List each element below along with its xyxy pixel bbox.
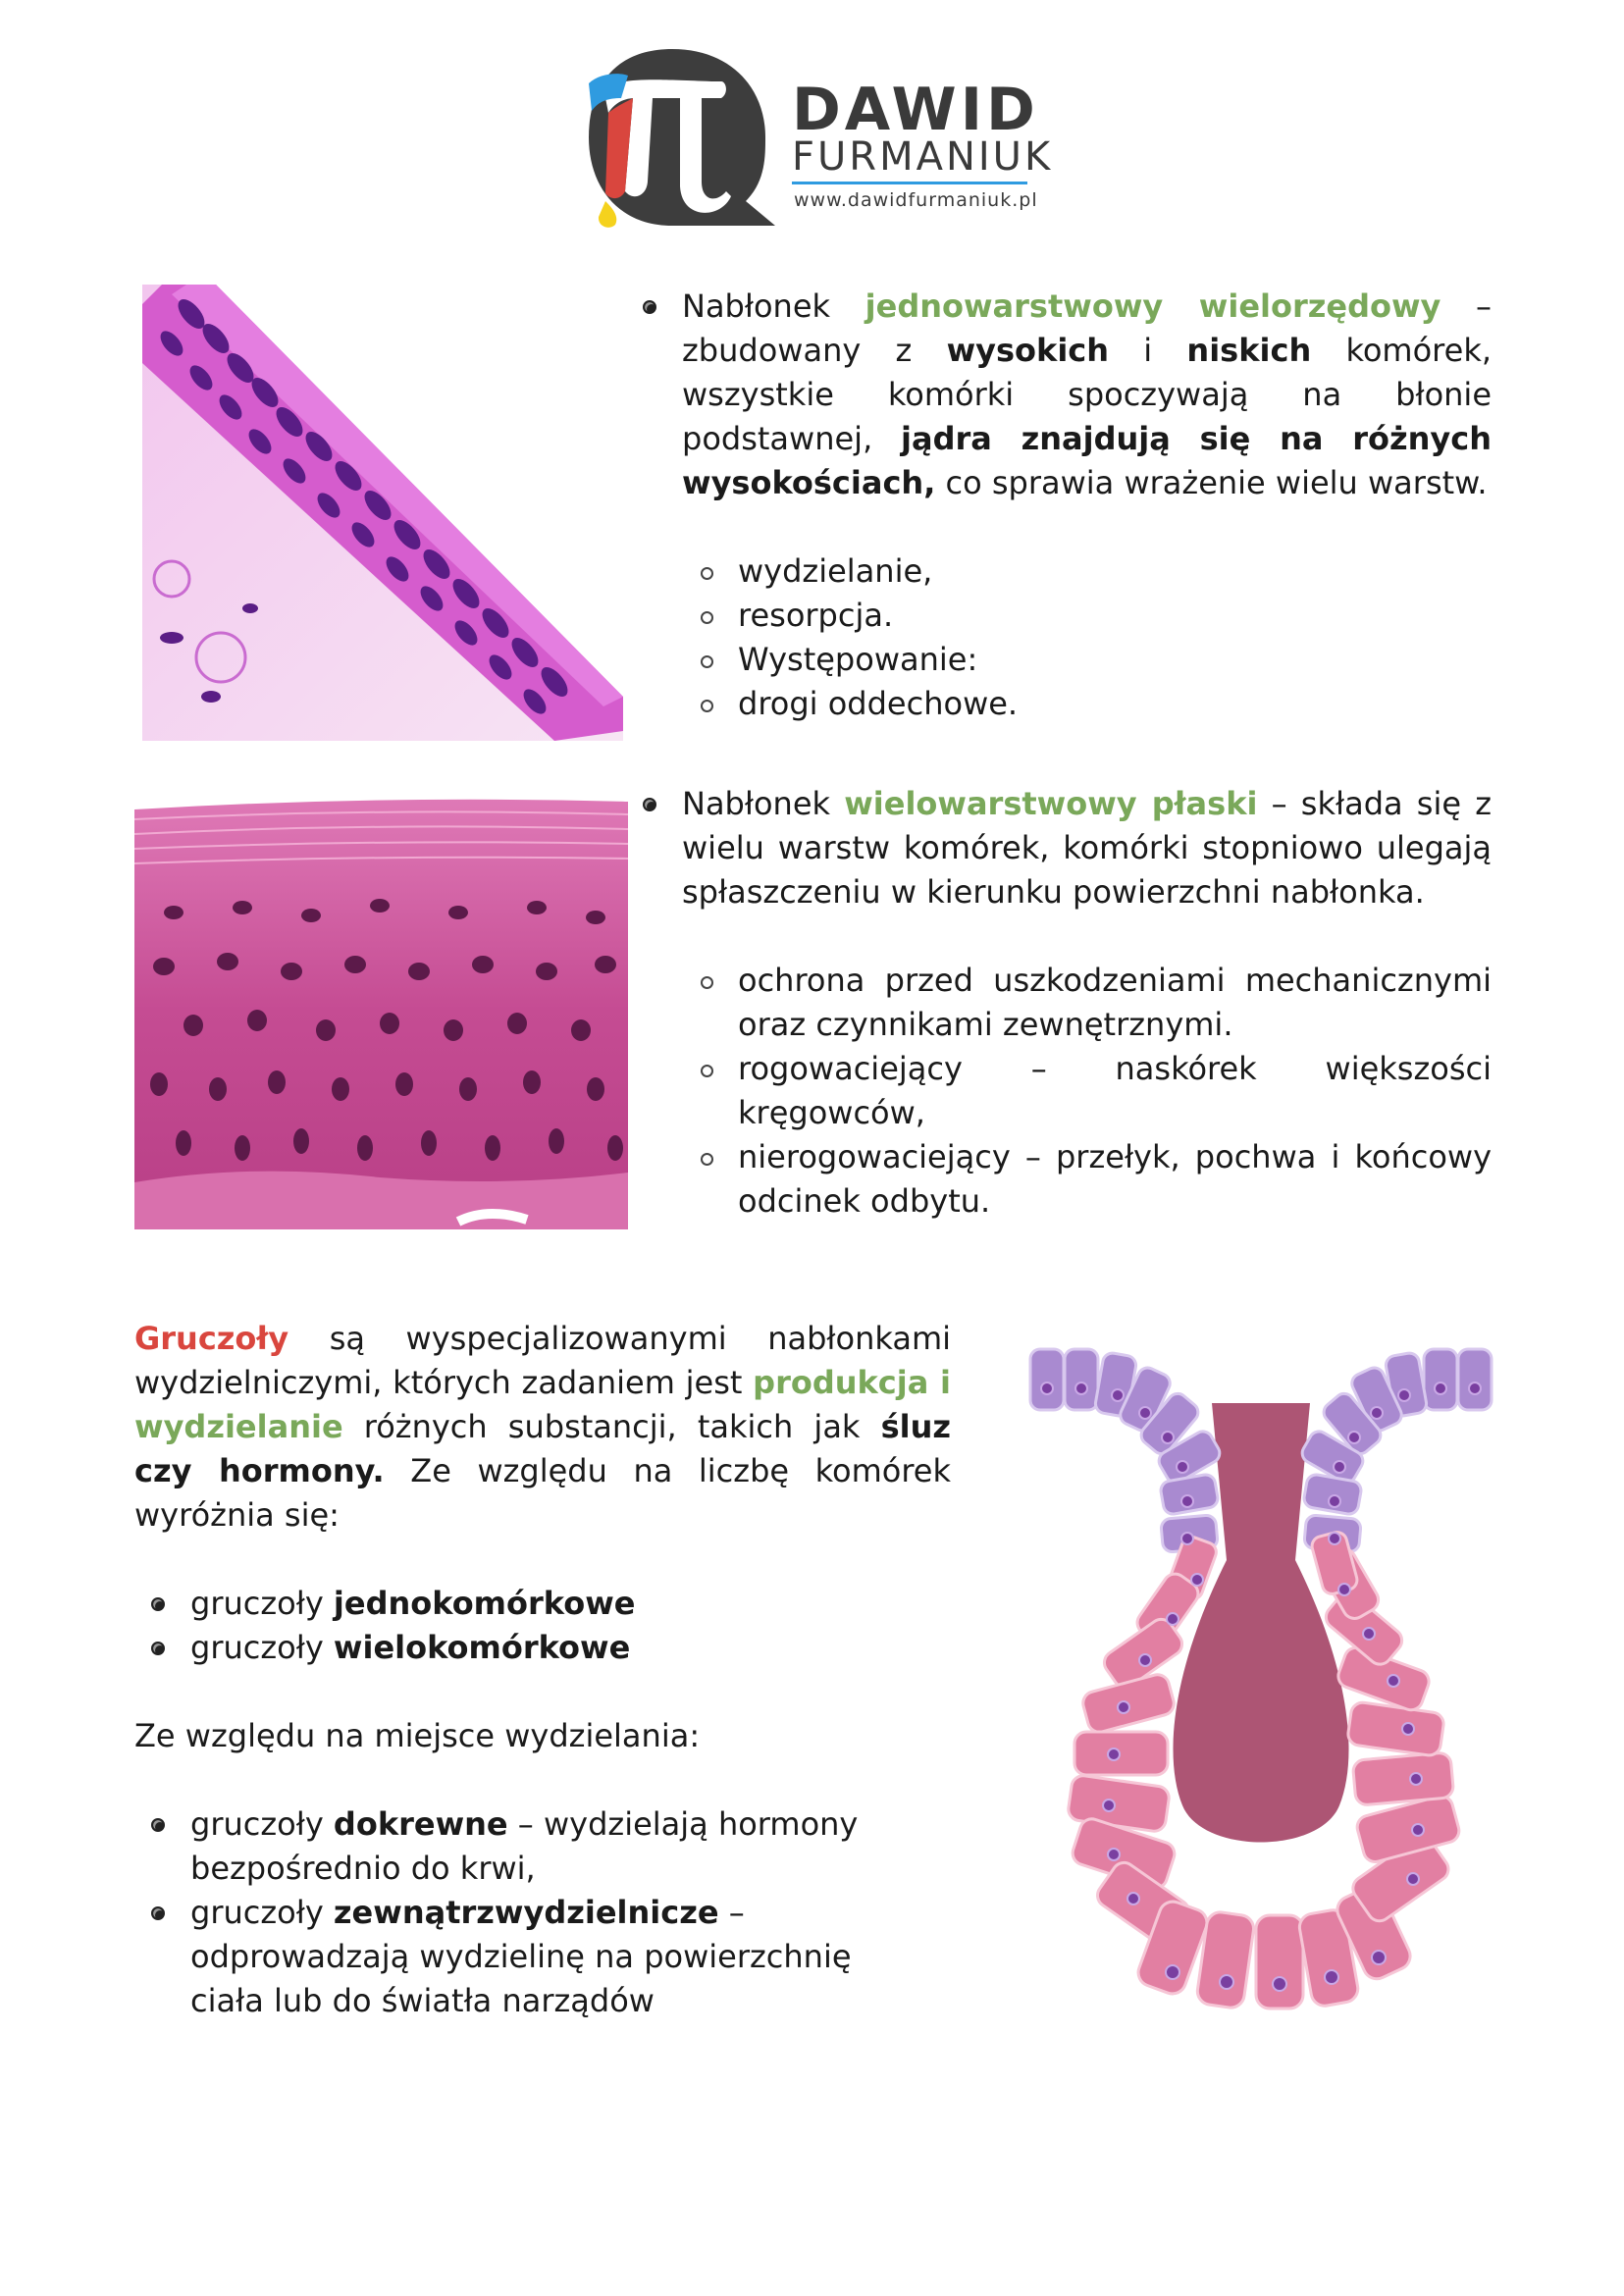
text-part: – zbudowany z: [682, 287, 1493, 369]
list-item: drogi oddechowe.: [738, 682, 1492, 726]
list-item: [190, 1802, 907, 1891]
text-part: gruczoły: [190, 1585, 334, 1622]
text-part: – odprowadzają wydzielinę na powierzchnię ciała lub do światła narządów: [190, 1894, 852, 2019]
bold-term: zewnątrzwydzielnicze: [333, 1894, 719, 1931]
text-lead: Nabłonek: [682, 287, 865, 325]
list-item: wydzielanie,: [738, 549, 1492, 594]
text-part: różnych substancji, takich jak: [342, 1408, 881, 1445]
term-glands: Gruczoły: [134, 1320, 289, 1357]
list-item: [190, 1891, 907, 2023]
logo-divider: [792, 182, 1027, 184]
text-part: – składa się z wielu warstw komórek, komórki stopniowo ulegają spłaszczeniu w kierunku powierzchni nabłonka.: [682, 785, 1493, 911]
place-heading: Ze względu na miejsce wydzielania:: [134, 1717, 701, 1754]
stratified-squamous-epithelium-image: [134, 790, 628, 1229]
bold-short: niskich: [1186, 332, 1312, 369]
section-stratified-squamous: [682, 782, 1492, 1224]
text-part: komórek, wszystkie komórki spoczywają na błonie podstawnej,: [682, 332, 1493, 457]
bold-term: jednokomórkowe: [333, 1585, 636, 1622]
text-part: – wydzielają hormony bezpośrednio do krwi,: [190, 1805, 859, 1887]
list-item: nierogowaciejący – przełyk, pochwa i końcowy odcinek odbytu.: [738, 1135, 1492, 1224]
section-pseudostratified: [682, 285, 1492, 726]
stratified-squamous-description: [682, 782, 1492, 914]
pseudostratified-description: [682, 285, 1492, 505]
pseudostratified-epithelium-image: [142, 285, 623, 741]
bold-tall: wysokich: [946, 332, 1110, 369]
text-part: gruczoły: [190, 1894, 334, 1931]
list-item: [190, 1582, 951, 1626]
text-part: i: [1109, 332, 1187, 369]
glands-description: [134, 1317, 951, 1538]
bold-mucus-hormones: śluz czy hormony.: [134, 1408, 951, 1489]
bold-term: wielokomórkowe: [333, 1629, 631, 1666]
list-item: resorpcja.: [738, 594, 1492, 638]
list-item: ochrona przed uszkodzeniami mechanicznymi oraz czynnikami zewnętrznymi.: [738, 959, 1492, 1047]
list-item: rogowaciejący – naskórek większości kręgowców,: [738, 1047, 1492, 1135]
pi-speech-bubble-logo-icon: [564, 44, 780, 231]
text-part: są wyspecjalizowanymi nabłonkami wydzielniczymi, których zadaniem jest: [134, 1320, 951, 1401]
section-glands: [134, 1317, 951, 2023]
term-pseudostratified: jednowarstwowy wielorzędowy: [864, 287, 1441, 325]
logo-name-line1: DAWID: [792, 76, 1039, 144]
text-part: Ze względu na liczbę komórek wyróżnia się:: [134, 1452, 952, 1534]
bold-term: dokrewne: [333, 1805, 508, 1843]
term-stratified-squamous: wielowarstwowy płaski: [844, 785, 1258, 822]
text-lead: Nabłonek: [682, 785, 845, 822]
term-production: produkcja i wydzielanie: [134, 1364, 952, 1445]
logo-name-line2: FURMANIUK: [792, 134, 1054, 180]
bold-nuclei: jądra znajdują się na różnych wysokościach,: [682, 420, 1493, 501]
gland-illustration: [1025, 1344, 1496, 2011]
list-item: Występowanie:: [738, 638, 1492, 682]
list-item: [190, 1626, 951, 1670]
logo: [564, 44, 1054, 231]
logo-url: www.dawidfurmaniuk.pl: [794, 189, 1038, 211]
text-part: co sprawia wrażenie wielu warstw.: [935, 464, 1488, 501]
text-part: gruczoły: [190, 1629, 334, 1666]
text-part: gruczoły: [190, 1805, 334, 1843]
